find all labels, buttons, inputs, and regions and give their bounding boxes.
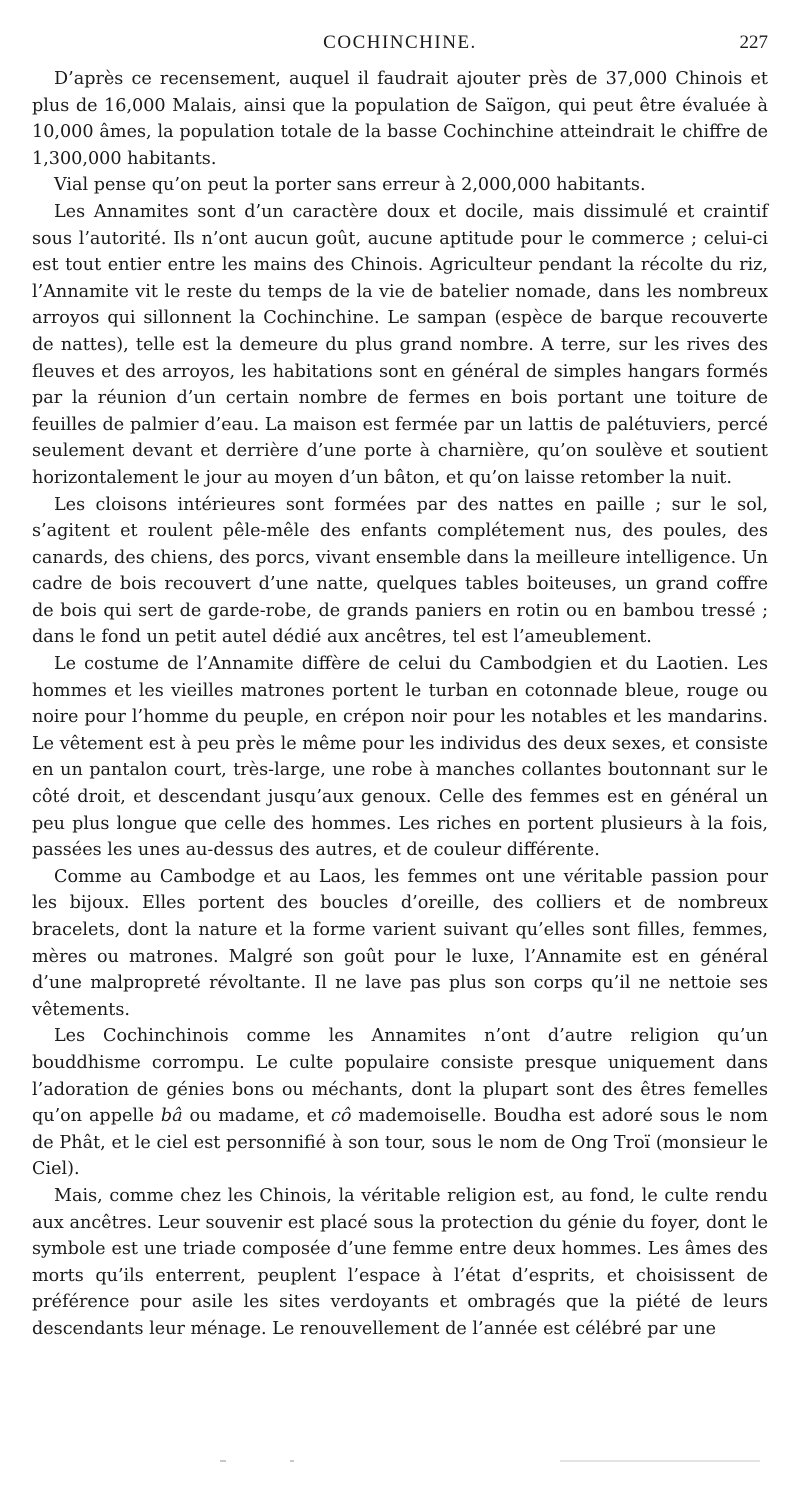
page-number: 227: [739, 32, 768, 53]
religion-term-co: cô: [331, 1106, 352, 1127]
paragraph-annamite-character: Les Annamites sont d’un caractère doux et docile, mais dissimulé et craintif sous l’autorité. Ils n’ont aucun goût, aucune aptitude pour le commerce ; celui-ci est tout entier entre les mains des Chinois. Agriculteur pendant la récolte du riz, l’Annamite vit le reste du temps de la vie de batelier nomade, dans les nombreux arroyos qui sillonnent la Cochinchine. Le sampan (espèce de barque recouverte de nattes), telle est la demeure du plus grand nombre. A terre, sur les rives des fleuves et des arroyos, les habitations sont en général de simples hangars formés par la réunion d’un certain nombre de fermes en bois portant une toiture de feuilles de palmier d’eau. La maison est fermée par un lattis de palétuviers, percé seulement devant et derrière d’une porte à charnière, qu’on soulève et soutient horizontalement le jour au moyen d’un bâton, et qu’on laisse retomber la nuit.: [32, 201, 768, 488]
religion-text-before: Les Cochinchinois comme les Annamites n’ont d’autre religion qu’un bouddhisme corrompu. Le culte populaire consiste presque uniquement dans l’adoration de génies bons ou méchants, dont la plupart sont des êtres femelles qu’on appelle: [32, 1026, 768, 1127]
paragraph-religion: [32, 1023, 768, 1183]
paragraph-interior: Les cloisons intérieures sont formées par des nattes en paille ; sur le sol, s’agitent et roulent pêle-mêle des enfants complétement nus, des poules, des canards, des chiens, des porcs, vivant ensemble dans la meilleure intelligence. Un cadre de bois recouvert d’une natte, quelques tables boiteuses, un grand coffre de bois qui sert de garde-robe, de grands paniers en rotin ou en bambou tressé ; dans le fond un petit autel dédié aux ancêtres, tel est l’ameublement.: [32, 494, 768, 648]
paragraph-census: D’après ce recensement, auquel il faudrait ajouter près de 37,000 Chinois et plus de 16,000 Malais, ainsi que la population de Saïgon, qui peut être évaluée à 10,000 âmes, la population totale de la basse Cochinchine atteindrait le chiffre de 1,300,000 habitants.: [32, 69, 768, 169]
book-page: [32, 26, 768, 1343]
paragraph-costume: Le costume de l’Annamite diffère de celui du Cambodgien et du Laotien. Les hommes et les vieilles matrones portent le turban en cotonnade bleue, rouge ou noire pour l’homme du peuple, en crépon noir pour les notables et les mandarins. Le vêtement est à peu près le même pour les individus des deux sexes, et consiste en un pantalon court, très-large, une robe à manches collantes boutonnant sur le côté droit, et descendant jusqu’aux genoux. Celle des femmes est en général un peu plus longue que celle des hommes. Les riches en portent plusieurs à la fois, passées les unes au-dessus des autres, et de couleur différente.: [32, 654, 768, 861]
scan-bleed-marks: [0, 1460, 800, 1470]
religion-term-ba: bâ: [160, 1106, 183, 1127]
religion-text-after: mademoiselle. Boudha est adoré sous le nom de Phât, et le ciel est personnifié à son tour, sous le nom de Ong Troï (monsieur le Ciel).: [32, 1106, 768, 1180]
paragraph-ancestor-cult: Mais, comme chez les Chinois, la véritable religion est, au fond, le culte rendu aux ancêtres. Leur souvenir est placé sous la protection du génie du foyer, dont le symbole est une triade composée d’une femme entre deux hommes. Les âmes des morts qu’ils enterrent, peuplent l’espace à l’état d’esprits, et choisissent de préférence pour asile les sites verdoyants et ombragés que la piété de leurs descendants leur ménage. Le renouvellement de l’année est célébré par une: [32, 1185, 768, 1339]
running-title: COCHINCHINE.: [323, 32, 477, 53]
religion-text-middle: ou madame, et: [182, 1106, 331, 1127]
body-text: [32, 66, 768, 1343]
paragraph-vial-estimate: Vial pense qu’on peut la porter sans erreur à 2,000,000 habitants.: [54, 175, 646, 196]
page-header: [32, 26, 768, 56]
paragraph-jewelry: Comme au Cambodge et au Laos, les femmes ont une véritable passion pour les bijoux. Elles portent des boucles d’oreille, des colliers et de nombreux bracelets, dont la nature et la forme varient suivant qu’elles sont filles, femmes, mères ou matrones. Malgré son goût pour le luxe, l’Annamite est en général d’une malpropreté révoltante. Il ne lave pas plus son corps qu’il ne nettoie ses vêtements.: [32, 866, 768, 1020]
